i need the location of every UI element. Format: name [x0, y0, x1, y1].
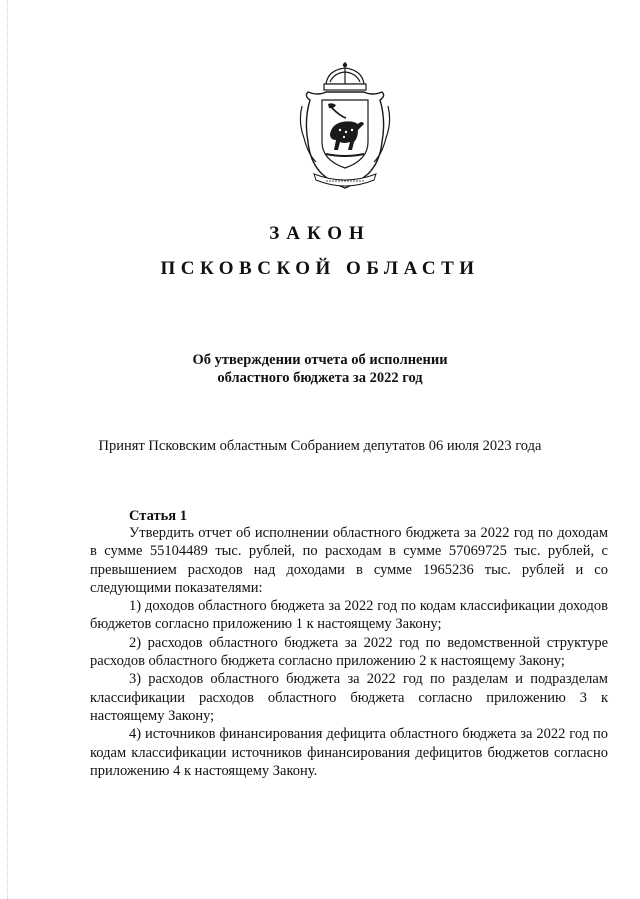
article-body: [90, 524, 608, 780]
article-heading: Статья 1: [129, 508, 187, 524]
paragraph-intro: Утвердить отчет об исполнении областного бюджета за 2022 год по доходам в сумме 55104489 тыс. рублей, по расходам в сумме 57069725 тыс. рублей, с превышением расходов над доходами в сумме 1965236 тыс. рублей и со следующими показателями:: [90, 525, 608, 596]
paragraph-item-2: 2) расходов областного бюджета за 2022 год по ведомственной структуре расходов областного бюджета согласно приложению 2 к настоящему Закону;: [90, 634, 608, 670]
pskov-coat-of-arms-icon: [296, 62, 394, 192]
document-subtitle: [0, 351, 640, 387]
document-title-region: ПСКОВСКОЙ ОБЛАСТИ: [160, 258, 480, 279]
document-title: ЗАКОН: [269, 223, 371, 244]
paragraph-item-1: 1) доходов областного бюджета за 2022 год по кодам классификации доходов бюджетов согласно приложению 1 к настоящему Закону;: [90, 598, 608, 633]
paragraph-item-3: 3) расходов областного бюджета за 2022 год по разделам и подразделам классификации расходов областного бюджета согласно приложению 3 к настоящему Закону;: [90, 671, 608, 724]
subtitle-line-1: Об утверждении отчета об исполнении: [192, 352, 448, 368]
paragraph-item-4: 4) источников финансирования дефицита областного бюджета за 2022 год по кодам классификации источников финансирования дефицитов бюджетов согласно приложению 4 к настоящему Закону.: [90, 726, 608, 779]
subtitle-line-2: областного бюджета за 2022 год: [217, 370, 423, 386]
adoption-statement: Принят Псковским областным Собранием депутатов 06 июля 2023 года: [98, 438, 542, 454]
